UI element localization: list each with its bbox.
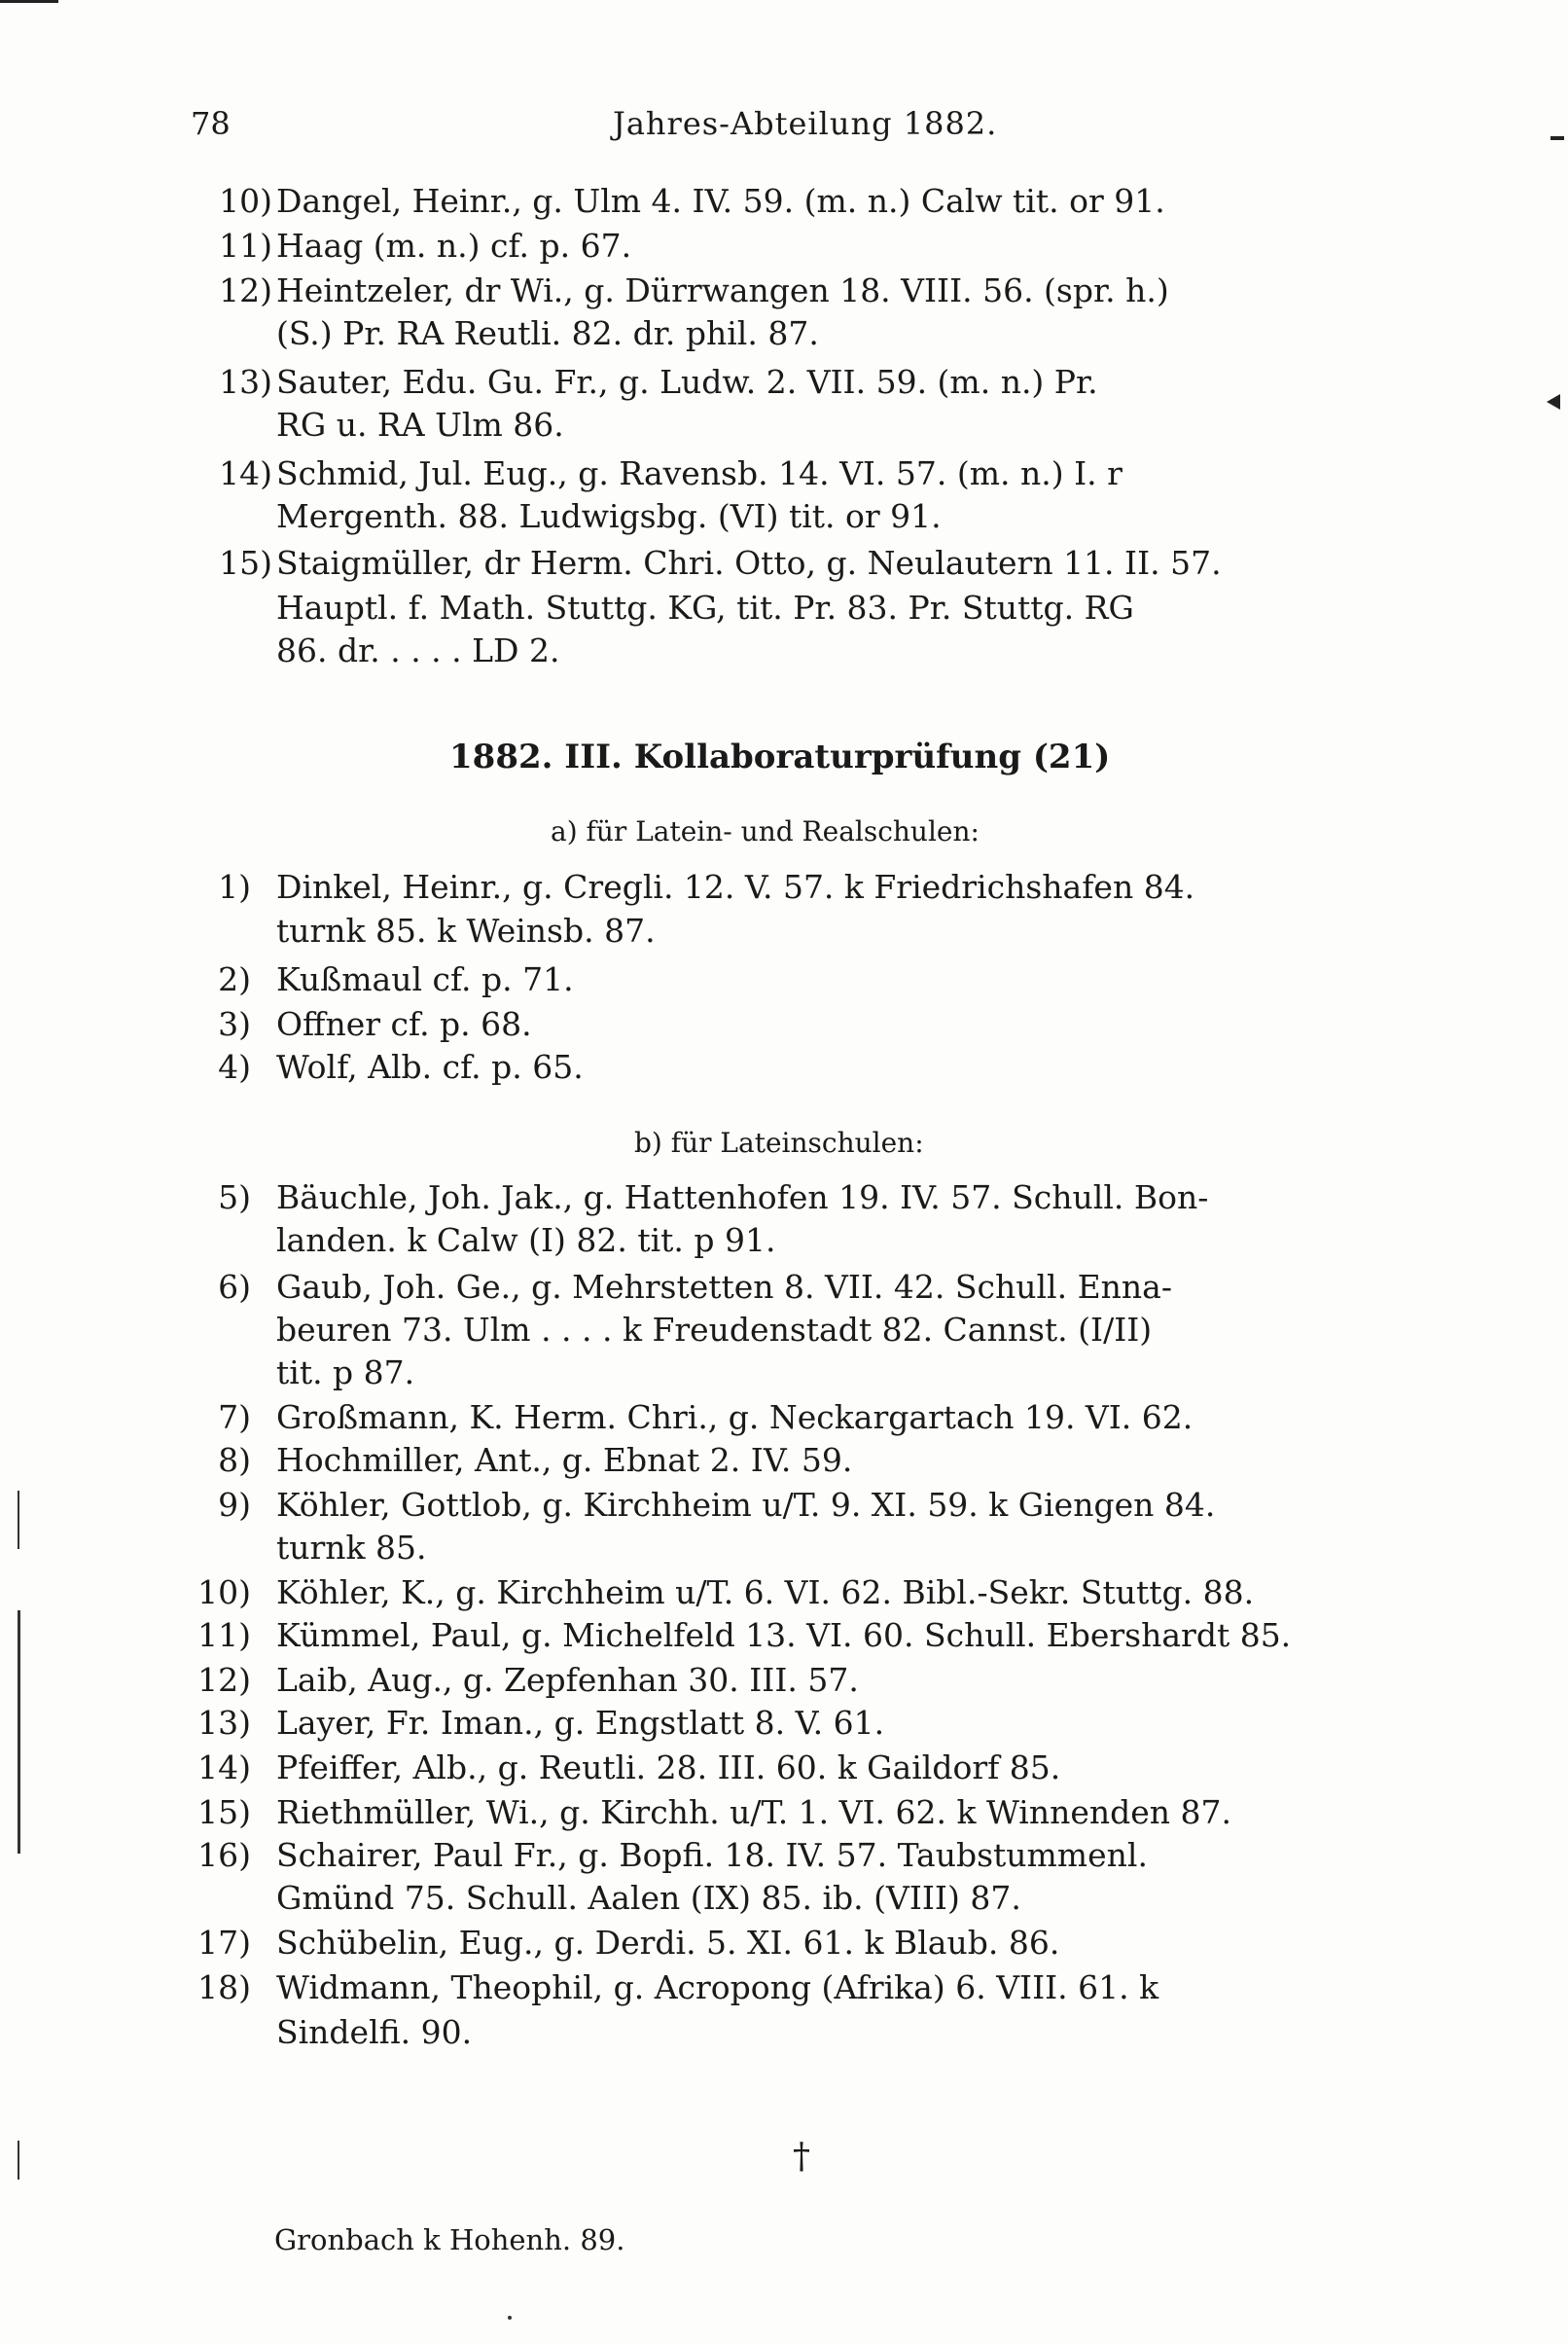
entry-line: Dinkel, Heinr., g. Cregli. 12. V. 57. k Friedrichshafen 84. [276, 868, 1195, 906]
entry-number: 12) [197, 1661, 251, 1699]
entry-number: 13) [219, 363, 272, 401]
entry-line: Hauptl. f. Math. Stuttg. KG, tit. Pr. 83. Pr. Stuttg. RG [276, 589, 1134, 627]
entry-line: Gmünd 75. Schull. Aalen (IX) 85. ib. (VIII) 87. [276, 1879, 1021, 1917]
entry-number: 11) [197, 1616, 251, 1654]
scan-margin-line [18, 1491, 19, 1549]
entry-number: 10) [219, 182, 272, 220]
page-number: 78 [191, 105, 231, 142]
entry-line: landen. k Calw (I) 82. tit. p 91. [276, 1221, 776, 1259]
entry-line: Staigmüller, dr Herm. Chri. Otto, g. Neulautern 11. II. 57. [276, 544, 1222, 582]
entry-line: Dangel, Heinr., g. Ulm 4. IV. 59. (m. n.) Calw tit. or 91. [276, 182, 1165, 220]
entry-line: RG u. RA Ulm 86. [276, 406, 564, 444]
entry-line: tit. p 87. [276, 1353, 415, 1391]
entry-line: Kußmaul cf. p. 71. [276, 960, 574, 998]
scan-edge-arrow [1547, 394, 1560, 410]
entry-line: Wolf, Alb. cf. p. 65. [276, 1048, 584, 1086]
entry-line: Laib, Aug., g. Zepfenhan 30. III. 57. [276, 1661, 859, 1699]
entry-line: turnk 85. [276, 1529, 427, 1567]
scan-margin-line [18, 1610, 20, 1854]
entry-line: Schübelin, Eug., g. Derdi. 5. XI. 61. k Blaub. 86. [276, 1924, 1060, 1962]
entry-line: Heintzeler, dr Wi., g. Dürrwangen 18. VIII. 56. (spr. h.) [276, 271, 1169, 309]
entry-number: 4) [218, 1048, 251, 1086]
entry-number: 2) [218, 960, 251, 998]
entry-line: Schairer, Paul Fr., g. Bopfi. 18. IV. 57. Taubstummenl. [276, 1836, 1148, 1874]
entry-number: 9) [218, 1486, 251, 1524]
entry-line: Köhler, K., g. Kirchheim u/T. 6. VI. 62. Bibl.-Sekr. Stuttg. 88. [276, 1573, 1255, 1611]
entry-line: Widmann, Theophil, g. Acropong (Afrika) 6. VIII. 61. k [276, 1968, 1159, 2006]
scan-speck [508, 2316, 512, 2320]
entry-number: 10) [197, 1573, 251, 1611]
entry-line: Schmid, Jul. Eug., g. Ravensb. 14. VI. 57. (m. n.) I. r [276, 454, 1123, 492]
subsection-title: a) für Latein- und Realschulen: [551, 815, 980, 847]
entry-number: 8) [218, 1441, 251, 1479]
entry-line: Sauter, Edu. Gu. Fr., g. Ludw. 2. VII. 59. (m. n.) Pr. [276, 363, 1098, 401]
entry-number: 3) [218, 1005, 251, 1043]
entry-number: 11) [219, 227, 272, 265]
scan-edge-mark [0, 0, 58, 3]
page-header [0, 105, 1568, 154]
entry-number: 18) [197, 1968, 251, 2006]
subsection-title: b) für Lateinschulen: [634, 1127, 924, 1159]
entry-number: 5) [218, 1178, 251, 1216]
entry-line: Köhler, Gottlob, g. Kirchheim u/T. 9. XI. 59. k Giengen 84. [276, 1486, 1216, 1524]
entry-line: Großmann, K. Herm. Chri., g. Neckargartach 19. VI. 62. [276, 1398, 1194, 1436]
scan-margin-line [18, 2141, 19, 2180]
entry-line: Riethmüller, Wi., g. Kirchh. u/T. 1. VI. 62. k Winnenden 87. [276, 1793, 1232, 1831]
entry-number: 1) [218, 868, 251, 906]
entry-number: 12) [219, 271, 272, 309]
entry-number: 15) [219, 544, 272, 582]
entry-line: (S.) Pr. RA Reutli. 82. dr. phil. 87. [276, 314, 819, 352]
entry-number: 6) [218, 1268, 251, 1306]
entry-number: 17) [197, 1924, 251, 1962]
entry-number: 7) [218, 1398, 251, 1436]
footnote: Gronbach k Hohenh. 89. [274, 2223, 625, 2256]
entry-number: 16) [197, 1836, 251, 1874]
entry-number: 14) [197, 1748, 251, 1786]
entry-line: Haag (m. n.) cf. p. 67. [276, 227, 632, 265]
entry-line: Pfeiffer, Alb., g. Reutli. 28. III. 60. k Gaildorf 85. [276, 1748, 1061, 1786]
entry-line: Gaub, Joh. Ge., g. Mehrstetten 8. VII. 42. Schull. Enna- [276, 1268, 1172, 1306]
entry-line: Kümmel, Paul, g. Michelfeld 13. VI. 60. Schull. Ebershardt 85. [276, 1616, 1292, 1654]
entry-number: 14) [219, 454, 272, 492]
entry-line: turnk 85. k Weinsb. 87. [276, 912, 656, 950]
entry-line: Offner cf. p. 68. [276, 1005, 532, 1043]
entry-line: 86. dr. . . . . LD 2. [276, 631, 560, 669]
entry-line: Layer, Fr. Iman., g. Engstlatt 8. V. 61. [276, 1704, 885, 1742]
entry-line: Mergenth. 88. Ludwigsbg. (VI) tit. or 91. [276, 497, 942, 535]
dagger-mark: † [793, 2137, 810, 2177]
entry-line: Sindelfi. 90. [276, 2013, 473, 2051]
entry-number: 13) [197, 1704, 251, 1742]
entry-line: Hochmiller, Ant., g. Ebnat 2. IV. 59. [276, 1441, 853, 1479]
entry-line: Bäuchle, Joh. Jak., g. Hattenhofen 19. IV. 57. Schull. Bon- [276, 1178, 1209, 1216]
running-title: Jahres-Abteilung 1882. [613, 105, 998, 142]
section-title: 1882. III. Kollaboraturprüfung (21) [449, 738, 1111, 776]
entry-number: 15) [197, 1793, 251, 1831]
entry-line: beuren 73. Ulm . . . . k Freudenstadt 82. Cannst. (I/II) [276, 1311, 1153, 1349]
